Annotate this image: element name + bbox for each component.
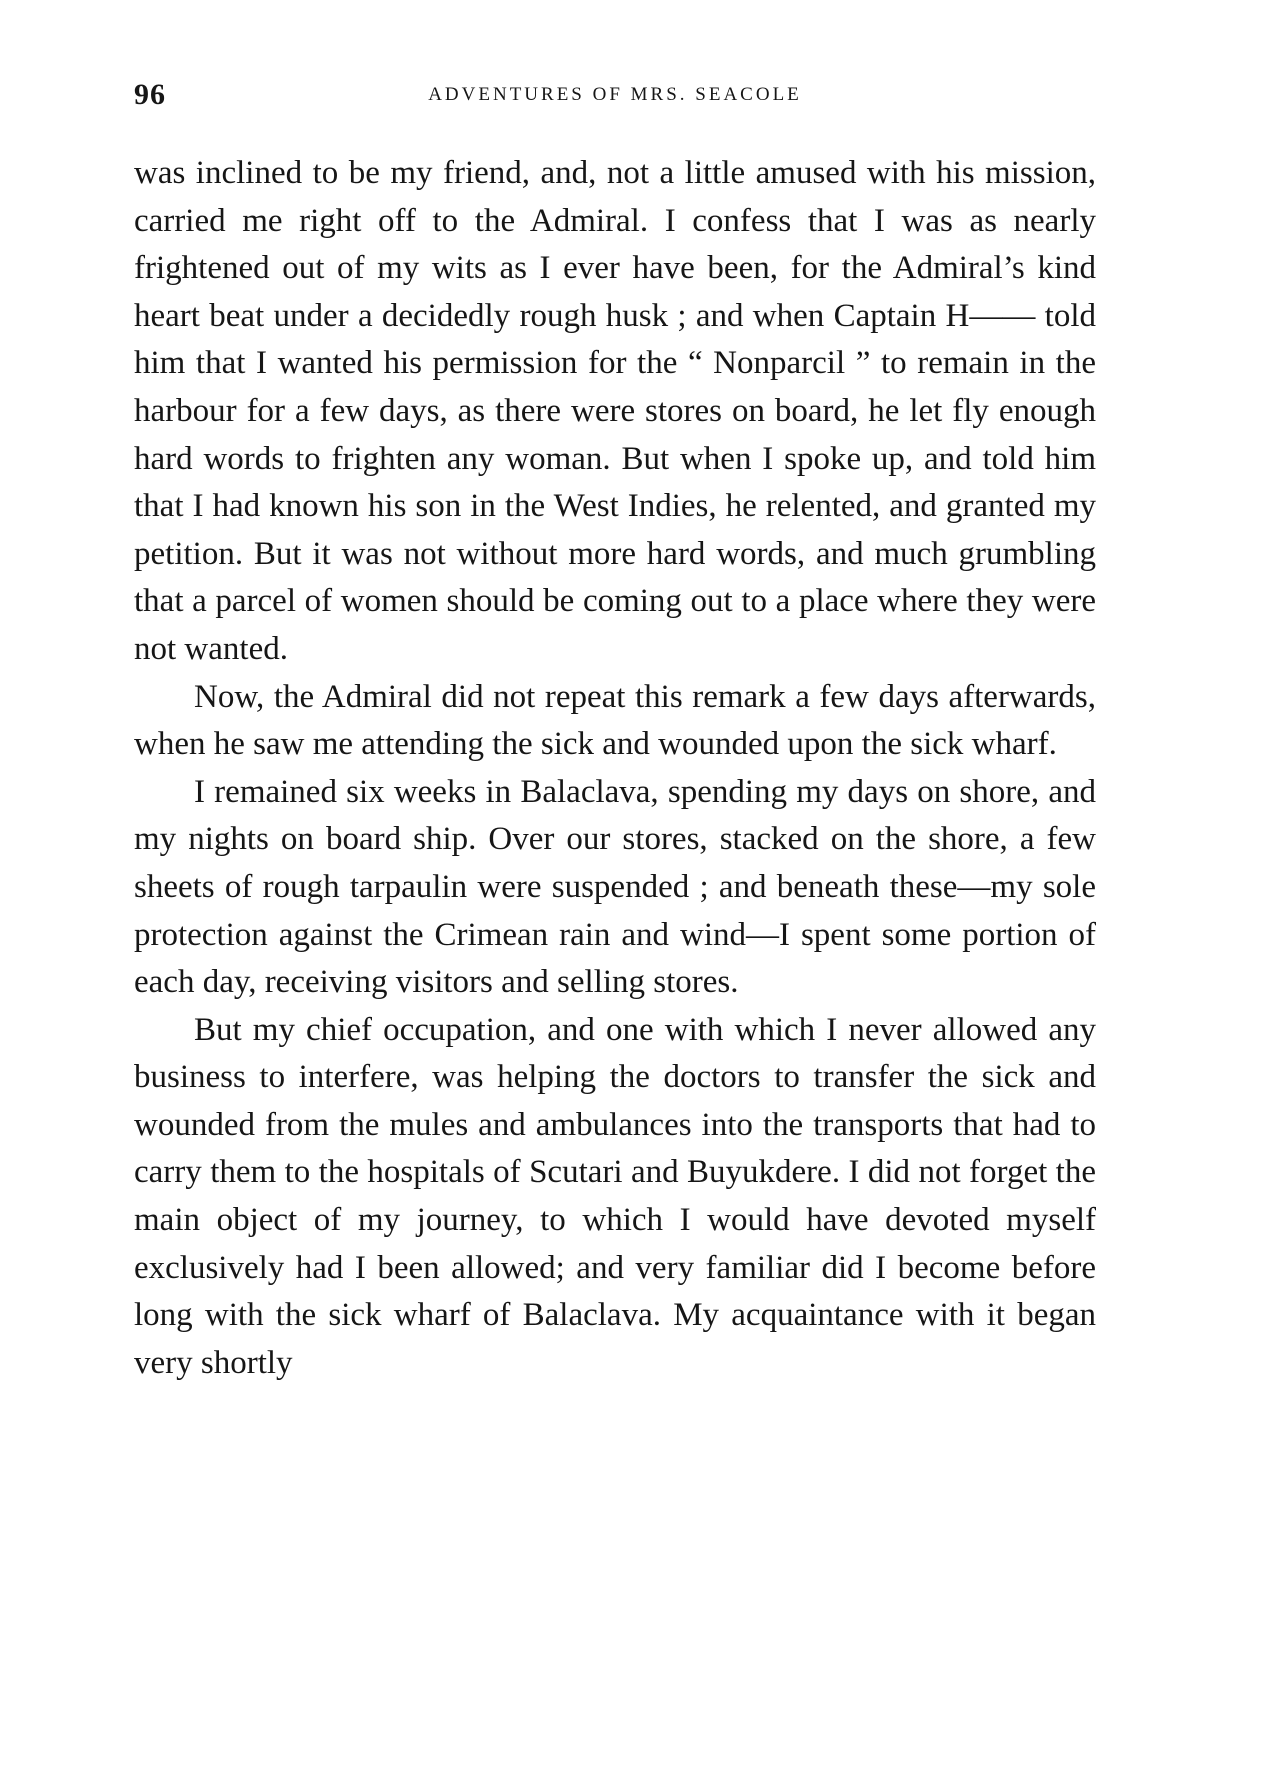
paragraph-1: was inclined to be my friend, and, not a little amused with his mission, carried me right off to the Admiral. I confess that I was as nearly frightened out of my wits as I ever have been, for the Admiral’s kind heart beat under a decidedly rough husk ; and when Captain H—— told him that I wanted his permission for the “ Nonparcil ” to remain in the harbour for a few days, as there were stores on board, he let fly enough hard words to frighten any woman. But when I spoke up, and told him that I had known his son in the West Indies, he relented, and granted my petition. But it was not without more hard words, and much grumbling that a parcel of women should be coming out to a place where they were not wanted.: [134, 155, 1096, 667]
paragraph-4: But my chief occupation, and one with which I never allowed any business to interfere, was helping the doctors to transfer the sick and wounded from the mules and ambulances into the transports that had to carry them to the hospitals of Scutari and Buyukdere. I did not forget the main object of my journey, to which I would have devoted myself exclusively had I been allowed; and very familiar did I become before long with the sick wharf of Balaclava. My acquaintance with it began very shortly: [134, 1011, 1096, 1381]
running-head: ADVENTURES OF MRS. SEACOLE: [428, 84, 802, 105]
body-text: [134, 150, 1096, 1387]
paragraph-3: I remained six weeks in Balaclava, spending my days on shore, and my nights on board ship. Over our stores, stacked on the shore, a few sheets of rough tarpaulin were suspended ; and beneath these—my sole protection against the Crimean rain and wind—I spent some portion of each day, receiving visitors and selling stores.: [134, 773, 1096, 1001]
page-header: [134, 78, 1096, 118]
page-number: 96: [134, 78, 166, 111]
paragraph-2: Now, the Admiral did not repeat this remark a few days afterwards, when he saw me attending the sick and wounded upon the sick wharf.: [134, 678, 1096, 763]
